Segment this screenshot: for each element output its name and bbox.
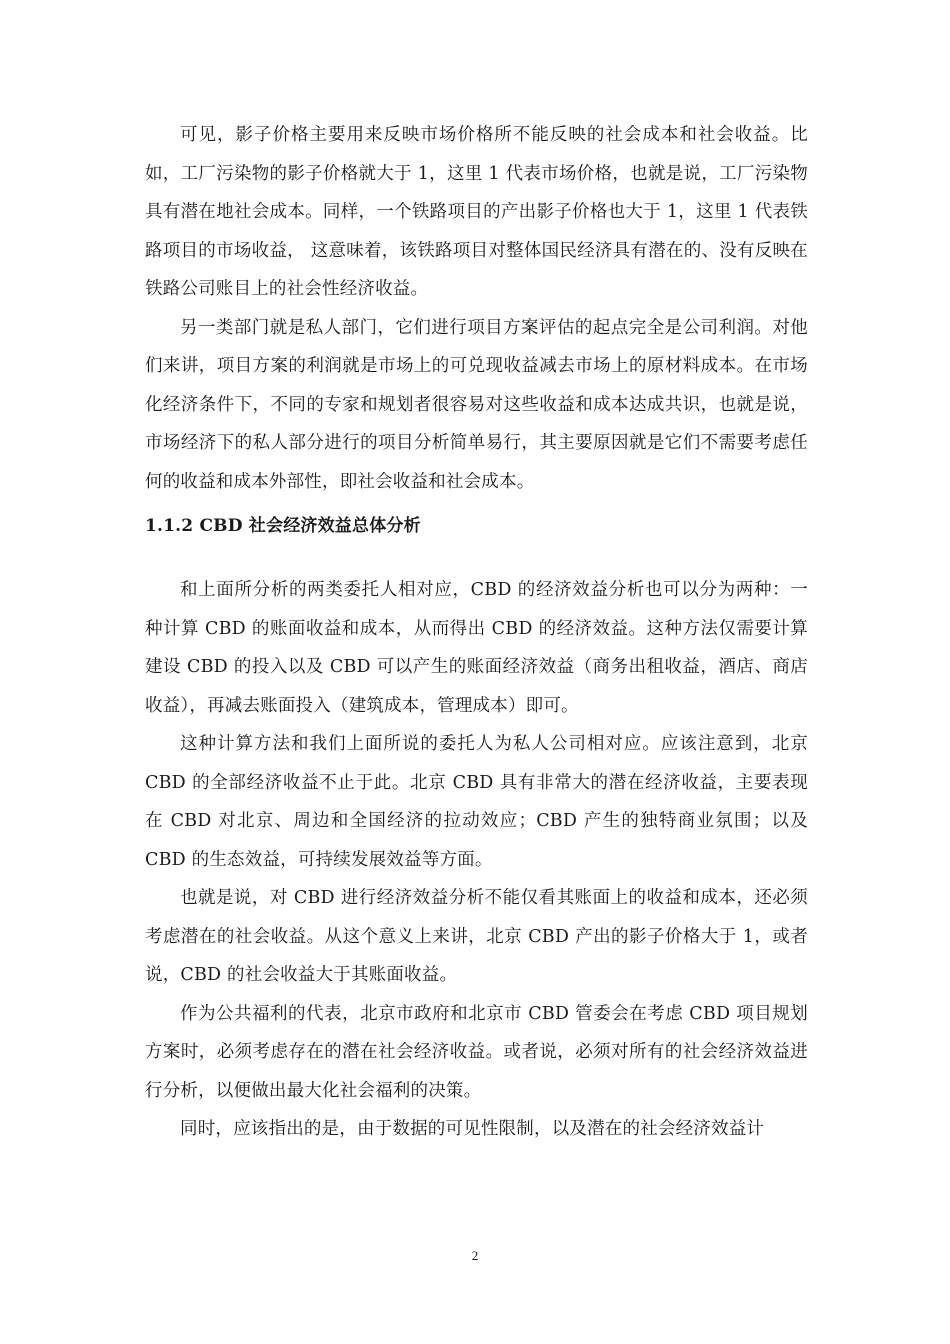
paragraph-shadow-price-cbd: 也就是说，对 CBD 进行经济效益分析不能仅看其账面上的收益和成本，还必须考虑潜在的社会收益。从这个意义上来讲，北京 CBD 产出的影子价格大于 1，或者说，CBD 的社会收益大于其账面收益。 [145, 888, 808, 985]
body-text [145, 116, 808, 1149]
paragraph-data-limits: 同时，应该指出的是，由于数据的可见性限制，以及潜在的社会经济效益计 [180, 1119, 765, 1139]
paragraph-public-welfare: 作为公共福利的代表，北京市政府和北京市 CBD 管委会在考虑 CBD 项目规划方案时，必须考虑存在的潜在社会经济收益。或者说，必须对所有的社会经济效益进行分析，以便做出最大化社会福利的决策。 [145, 1003, 808, 1101]
paragraph-cbd-two-methods: 和上面所分析的两类委托人相对应，CBD 的经济效益分析也可以分为两种：一种计算 CBD 的账面收益和成本，从而得出 CBD 的经济效益。这种方法仅需要计算建设 CBD 的投入以及 CBD 可以产生的账面经济效益（商务出租收益，酒店、商店收益），再减去账面投入（建筑成本，管理成本）即可。 [145, 580, 808, 716]
paragraph-private-sector: 另一类部门就是私人部门，它们进行项目方案评估的起点完全是公司利润。对他们来讲，项目方案的利润就是市场上的可兑现收益减去市场上的原材料成本。在市场化经济条件下，不同的专家和规划者很容易对这些收益和成本达成共识，也就是说，市场经济下的私人部分进行的项目分析简单易行，其主要原因就是它们不需要考虑任何的收益和成本外部性，即社会收益和社会成本。 [145, 317, 808, 492]
paragraph-cbd-potential-benefits: 这种计算方法和我们上面所说的委托人为私人公司相对应。应该注意到，北京 CBD 的全部经济收益不止于此。北京 CBD 具有非常大的潜在经济收益，主要表现在 CBD 对北京、周边和全国经济的拉动效应；CBD 产生的独特商业氛围；以及 CBD 的生态效益，可持续发展效益等方面。 [145, 734, 808, 870]
paragraph-shadow-price: 可见，影子价格主要用来反映市场价格所不能反映的社会成本和社会收益。比如，工厂污染物的影子价格就大于 1，这里 1 代表市场价格，也就是说，工厂污染物具有潜在地社会成本。同样，一个铁路项目的产出影子价格也大于 1，这里 1 代表铁路项目的市场收益， 这意味着，该铁路项目对整体国民经济具有潜在的、没有反映在铁路公司账目上的社会性经济收益。 [145, 125, 808, 299]
section-heading: 1.1.2 CBD 社会经济效益总体分析 [145, 516, 421, 536]
page-number: 2 [471, 1248, 479, 1263]
